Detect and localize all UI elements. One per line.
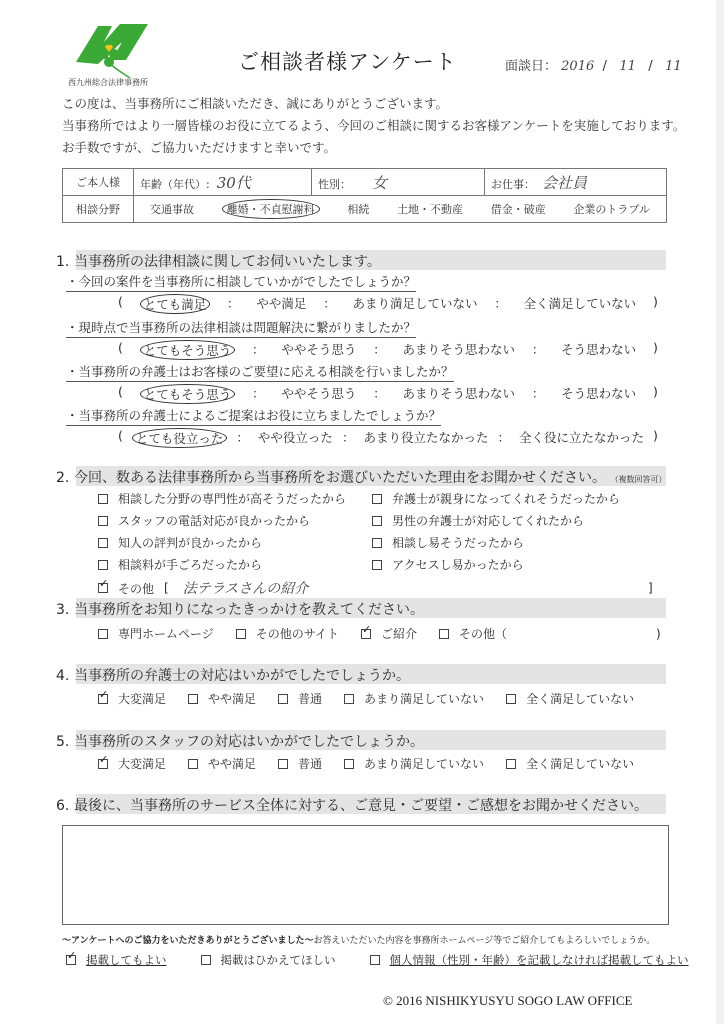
interview-day[interactable]: 11 xyxy=(665,59,682,74)
q3-option[interactable] xyxy=(439,625,507,642)
question-text: 今回、数ある法律事務所から当事務所をお選びいただいた理由をお聞かせください。 xyxy=(74,470,606,486)
age-label: 年齢（年代）: xyxy=(140,177,210,191)
question-number: 1. xyxy=(56,254,70,270)
rating-option[interactable]: ややそう思う xyxy=(281,342,357,357)
separator: ： xyxy=(531,342,545,357)
intro-line: この度は、当事務所にご相談いただき、誠にありがとうございます。 xyxy=(62,96,449,111)
date-separator: / xyxy=(602,59,607,74)
question-number: 4. xyxy=(56,668,70,684)
option-label: 相談料が手ごろだったから xyxy=(118,558,263,572)
option-label: ご紹介 xyxy=(380,627,417,641)
checkbox[interactable] xyxy=(98,494,108,504)
option-label: やや満足 xyxy=(208,692,257,706)
checkbox[interactable] xyxy=(98,516,108,526)
field-option[interactable]: 土地・不動産 xyxy=(397,203,464,216)
option-label: 全く満足していない xyxy=(526,692,635,706)
person-label: ご本人様 xyxy=(63,169,134,196)
checkbox[interactable] xyxy=(188,759,198,769)
q1-subquestion: ・現時点で当事務所の法律相談は問題解決に繋がりましたか？ xyxy=(66,318,416,338)
q6-title xyxy=(56,795,648,815)
close-paren: ) xyxy=(653,340,658,355)
office-name: 西九州総合法律事務所 xyxy=(68,78,148,87)
q2-option[interactable] xyxy=(372,556,524,573)
q3-option[interactable] xyxy=(361,625,417,642)
separator: ： xyxy=(323,296,336,311)
checkbox[interactable] xyxy=(98,694,108,704)
option-label: 大変満足 xyxy=(118,692,167,706)
separator: ： xyxy=(373,386,386,401)
checkbox[interactable] xyxy=(372,494,382,504)
option-label: あまり満足していない xyxy=(364,692,485,706)
q3-option[interactable] xyxy=(98,625,214,642)
question-number: 6. xyxy=(56,798,70,814)
copyright: © 2016 NISHIKYUSYU SOGO LAW OFFICE xyxy=(383,993,633,1008)
rating-option[interactable]: とても役立った xyxy=(132,428,228,448)
q2-option[interactable] xyxy=(372,512,584,529)
field-label: 相談分野 xyxy=(63,196,134,223)
thanks-text: ～アンケートへのご協力をいただきありがとうございました～ xyxy=(62,936,314,946)
multiple-answers-note: （複数回答可） xyxy=(610,475,667,484)
age-cell[interactable] xyxy=(134,169,312,196)
field-option[interactable]: 企業のトラブル xyxy=(573,203,650,216)
separator: ： xyxy=(531,386,545,401)
close-paren: ) xyxy=(653,294,658,309)
q1-title xyxy=(56,251,381,271)
close-paren: ) xyxy=(656,626,661,641)
rating-option[interactable]: やや役立った xyxy=(257,430,333,445)
bracket: [ xyxy=(164,581,169,595)
rating-option[interactable]: あまり満足していない xyxy=(352,296,478,311)
option-label: スタッフの電話対応が良かったから xyxy=(118,514,311,528)
separator: ： xyxy=(252,386,265,401)
info-table xyxy=(62,168,667,223)
close-paren: ) xyxy=(653,384,658,399)
rating-option[interactable]: とても満足 xyxy=(140,294,211,314)
option-label: 相談し易そうだったから xyxy=(392,536,525,550)
q4-option[interactable] xyxy=(98,690,166,707)
interview-month[interactable]: 11 xyxy=(619,59,636,74)
checkbox[interactable] xyxy=(344,759,354,769)
rating-option[interactable]: 全く満足していない xyxy=(523,296,637,311)
separator: ： xyxy=(494,296,507,311)
q4-options xyxy=(98,690,656,707)
rating-option[interactable]: ややそう思う xyxy=(281,386,357,401)
rating-option[interactable]: 全く役に立たなかった xyxy=(518,430,644,445)
field-option[interactable]: 相続 xyxy=(347,203,370,216)
q3-title xyxy=(56,599,424,619)
open-paren: ( xyxy=(118,340,123,355)
publish-options xyxy=(66,952,723,968)
question-number: 5. xyxy=(56,734,70,750)
option-label: アクセスし易かったから xyxy=(392,558,524,572)
comment-textarea[interactable] xyxy=(62,825,669,925)
scan-edge xyxy=(716,0,724,1024)
q2-other-option[interactable] xyxy=(98,578,653,598)
checkbox[interactable] xyxy=(188,694,198,704)
q5-title xyxy=(56,731,424,751)
option-label: その他（ xyxy=(458,627,507,641)
field-option[interactable]: 交通事故 xyxy=(150,203,194,216)
question-text: 当事務所の法律相談に関してお伺いいたします。 xyxy=(74,254,381,270)
option-label: 掲載してもよい xyxy=(86,953,167,967)
interview-date xyxy=(505,55,682,74)
job-label: お仕事： xyxy=(491,177,535,191)
option-label: 男性の弁護士が対応してくれたから xyxy=(392,514,585,528)
q1-rating-scale xyxy=(118,384,658,404)
date-separator: / xyxy=(648,59,653,74)
checkbox[interactable] xyxy=(344,694,354,704)
q4-option[interactable] xyxy=(188,690,256,707)
publish-option[interactable] xyxy=(370,952,689,968)
separator: ： xyxy=(236,430,249,445)
option-label: 掲載はひかえてほしい xyxy=(220,953,336,967)
q1-subquestion: ・当事務所の弁護士によるご提案はお役に立ちましたでしょうか？ xyxy=(66,406,441,426)
checkbox[interactable] xyxy=(66,955,76,965)
q2-title xyxy=(56,467,666,487)
checkbox[interactable] xyxy=(370,955,380,965)
option-label: 弁護士が親身になってくれそうだったから xyxy=(392,492,621,506)
checkbox[interactable] xyxy=(236,629,246,639)
q5-option[interactable] xyxy=(98,755,166,772)
checkbox[interactable] xyxy=(506,694,516,704)
separator: ： xyxy=(227,296,240,311)
option-label: 大変満足 xyxy=(118,757,167,771)
option-label: 相談した分野の専門性が高そうだったから xyxy=(118,492,347,506)
interview-date-label: 面談日： xyxy=(505,59,558,74)
publish-option[interactable] xyxy=(201,952,336,968)
interview-year[interactable]: 2016 xyxy=(561,59,595,74)
rating-option[interactable]: そう思わない xyxy=(561,342,637,357)
question-text: 最後に、当事務所のサービス全体に対する、ご意見・ご要望・ご感想をお聞かせください。 xyxy=(74,798,648,814)
bracket: ] xyxy=(648,581,653,595)
q2-other-value[interactable]: 法テラスさんの紹介 xyxy=(182,581,309,597)
checkbox[interactable] xyxy=(98,560,108,570)
job-cell[interactable] xyxy=(485,169,667,196)
question-text: 当事務所の弁護士の対応はいかがでしたでしょうか。 xyxy=(74,668,410,684)
rating-option[interactable]: あまりそう思わない xyxy=(402,386,516,401)
clover-logo-icon xyxy=(68,20,168,80)
option-label: その他 xyxy=(118,581,155,596)
option-label: 知人の評判が良かったから xyxy=(118,536,263,550)
checkbox[interactable] xyxy=(372,538,382,548)
open-paren: ( xyxy=(118,384,123,399)
q4-title xyxy=(56,665,410,685)
rating-option[interactable]: やや満足 xyxy=(256,296,307,311)
checkbox[interactable] xyxy=(372,560,382,570)
q2-option[interactable] xyxy=(372,490,620,507)
question-text: 当事務所のスタッフの対応はいかがでしたでしょうか。 xyxy=(74,734,424,750)
option-label: 個人情報（性別・年齢）を記載しなければ掲載してもよい xyxy=(389,953,689,967)
separator: ： xyxy=(252,342,265,357)
publish-option[interactable] xyxy=(66,952,167,968)
field-option[interactable]: 借金・破産 xyxy=(490,203,546,216)
checkbox[interactable] xyxy=(439,629,449,639)
option-label: あまり満足していない xyxy=(364,757,485,771)
option-label: その他のサイト xyxy=(255,627,339,641)
separator: ： xyxy=(373,342,386,357)
q2-option[interactable] xyxy=(372,534,524,551)
q2-option[interactable] xyxy=(98,556,262,573)
q1-subquestion: ・当事務所の弁護士はお客様のご要望に応える相談を行いましたか？ xyxy=(66,362,454,382)
separator: ： xyxy=(341,430,355,445)
intro-line: 当事務所ではより一層皆様のお役に立てるよう、今回のご相談に関するお客様アンケートを実施しております。 xyxy=(62,118,686,133)
checkbox[interactable] xyxy=(361,629,371,639)
question-text: 当事務所をお知りになったきっかけを教えてください。 xyxy=(74,602,424,618)
separator: ： xyxy=(497,430,510,445)
q5-option[interactable] xyxy=(506,755,634,772)
age-value[interactable]: 30代 xyxy=(216,173,251,192)
gender-cell[interactable] xyxy=(312,169,485,196)
footer-thanks xyxy=(62,933,655,946)
q3-options xyxy=(98,625,663,642)
q5-options xyxy=(98,755,656,772)
checkbox[interactable] xyxy=(201,955,211,965)
gender-label: 性別： xyxy=(318,177,351,191)
close-paren: ) xyxy=(653,428,658,443)
field-option[interactable]: 離婚・不貞慰謝料 xyxy=(222,199,320,219)
q2-option[interactable] xyxy=(98,534,262,551)
rating-option[interactable]: あまり役立たなかった xyxy=(363,430,489,445)
gender-value[interactable]: 女 xyxy=(371,173,387,192)
rating-option[interactable]: あまりそう思わない xyxy=(402,342,516,357)
option-label: 普通 xyxy=(298,757,323,771)
checkbox[interactable] xyxy=(98,538,108,548)
q4-option[interactable] xyxy=(344,690,484,707)
job-value[interactable]: 会社員 xyxy=(542,173,588,192)
question-number: 3. xyxy=(56,602,70,618)
checkbox[interactable] xyxy=(506,759,516,769)
page-title: ご相談者様アンケート xyxy=(238,50,457,74)
rating-option[interactable]: とてもそう思う xyxy=(140,340,236,360)
q5-option[interactable] xyxy=(188,755,256,772)
option-label: 全く満足していない xyxy=(526,757,635,771)
open-paren: ( xyxy=(118,294,123,309)
checkbox[interactable] xyxy=(278,759,288,769)
q4-option[interactable] xyxy=(506,690,634,707)
checkbox[interactable] xyxy=(98,759,108,769)
rating-option[interactable]: そう思わない xyxy=(561,386,637,401)
checkbox[interactable] xyxy=(98,629,108,639)
q1-rating-scale xyxy=(118,340,658,360)
question-number: 2. xyxy=(56,470,70,486)
open-paren: ( xyxy=(118,428,123,443)
q4-option[interactable] xyxy=(278,690,322,707)
option-label: 専門ホームページ xyxy=(118,627,214,641)
q1-rating-scale xyxy=(118,428,658,448)
checkbox[interactable] xyxy=(278,694,288,704)
option-label: やや満足 xyxy=(208,757,257,771)
option-label: 普通 xyxy=(298,692,323,706)
rating-option[interactable]: とてもそう思う xyxy=(140,384,236,404)
field-options xyxy=(134,196,667,223)
q5-option[interactable] xyxy=(278,755,322,772)
q3-option[interactable] xyxy=(236,625,339,642)
checkbox[interactable] xyxy=(98,583,108,593)
q1-rating-scale xyxy=(118,294,658,314)
publish-question: お答えいただいた内容を事務所ホームページ等でご紹介してもよろしいでしょうか。 xyxy=(313,936,656,946)
q5-option[interactable] xyxy=(344,755,484,772)
q2-option[interactable] xyxy=(98,490,346,507)
checkbox[interactable] xyxy=(372,516,382,526)
q1-subquestion: ・今回の案件を当事務所に相談していかがでしたでしょうか？ xyxy=(66,272,416,292)
intro-line: お手数ですが、ご協力いただけますと幸いです。 xyxy=(62,140,337,155)
q2-option[interactable] xyxy=(98,512,310,529)
